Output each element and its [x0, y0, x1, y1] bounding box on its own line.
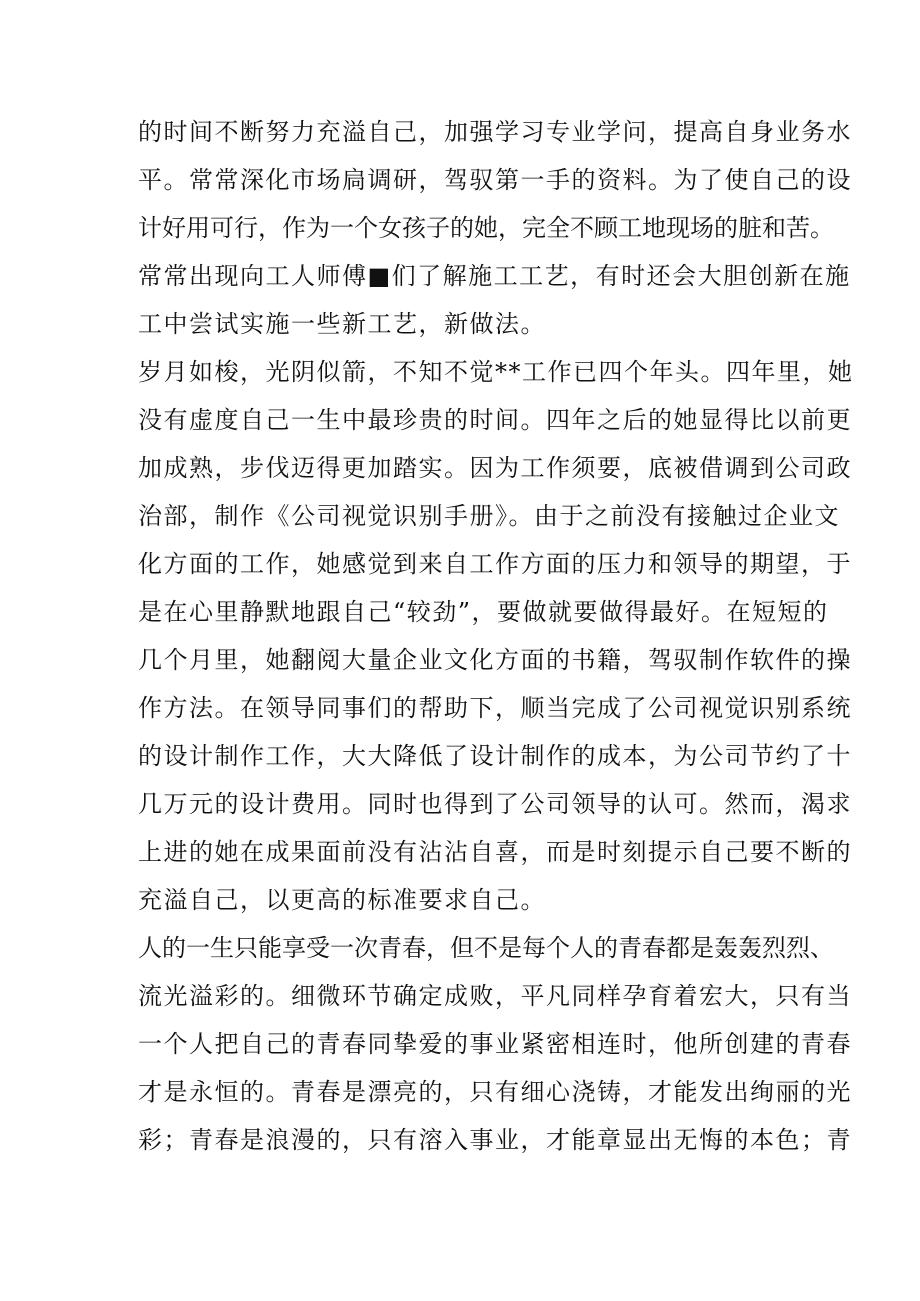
text-line: 没有虚度自己一生中最珍贵的时间。四年之后的她显得比以前更	[138, 406, 852, 434]
text-line: 的设计制作工作，大大降低了设计制作的成本，为公司节约了十	[138, 742, 852, 770]
text-line: 化方面的工作，她感觉到来自工作方面的压力和领导的期望，于	[138, 550, 852, 578]
text-line: 充溢自己，以更高的标准要求自己。	[138, 886, 546, 914]
text-line: 几个月里，她翻阅大量企业文化方面的书籍，驾驭制作软件的操	[138, 646, 852, 674]
text-line: 作方法。在领导同事们的帮助下，顺当完成了公司视觉识别系统	[138, 694, 852, 722]
text-line: 才是永恒的。青春是漂亮的，只有细心浇铸，才能发出绚丽的光	[138, 1078, 852, 1106]
text-line: 彩；青春是浪漫的，只有溶入事业，才能章显出无悔的本色；青	[138, 1126, 852, 1154]
text-line: 平。常常深化市场扃调研，驾驭第一手的资料。为了使自己的设	[138, 166, 852, 194]
text-line: 几万元的设计费用。同时也得到了公司领导的认可。然而，渴求	[138, 790, 852, 818]
text-line: 加成熟，步伐迈得更加踏实。因为工作须要，底被借调到公司政	[138, 454, 852, 482]
text-line: 上进的她在成果面前没有沾沾自喜，而是时刻提示自己要不断的	[138, 838, 852, 866]
text-line: 工中尝试实施一些新工艺，新做法。	[138, 310, 546, 338]
text-line: 一个人把自己的青春同挚爱的事业紧密相连时，他所创建的青春	[138, 1030, 852, 1058]
text-line: 岁月如梭，光阴似箭，不知不觉**工作已四个年头。四年里，她	[138, 358, 854, 386]
text-line: 流光溢彩的。细微环节确定成败，平凡同样孕育着宏大，只有当	[138, 982, 852, 1010]
text-line: 计好用可行，作为一个女孩子的她，完全不顾工地现场的脏和苦。	[138, 214, 834, 242]
text-line: 是在心里静默地跟自己“较劲”，要做就要做得最好。在短短的	[138, 598, 829, 626]
text-line: 的时间不断努力充溢自己，加强学习专业学问，提高自身业务水	[138, 118, 852, 146]
text-line: 常常出现向工人师傅■们了解施工工艺，有时还会大胆创新在施	[138, 262, 851, 290]
body-text	[138, 108, 854, 1164]
text-line: 人的一生只能享受一次青春，但不是每个人的青春都是轰轰烈烈、	[138, 934, 834, 962]
text-line: 治部，制作《公司视觉识别手册》。由于之前没有接触过企业文	[138, 502, 840, 530]
